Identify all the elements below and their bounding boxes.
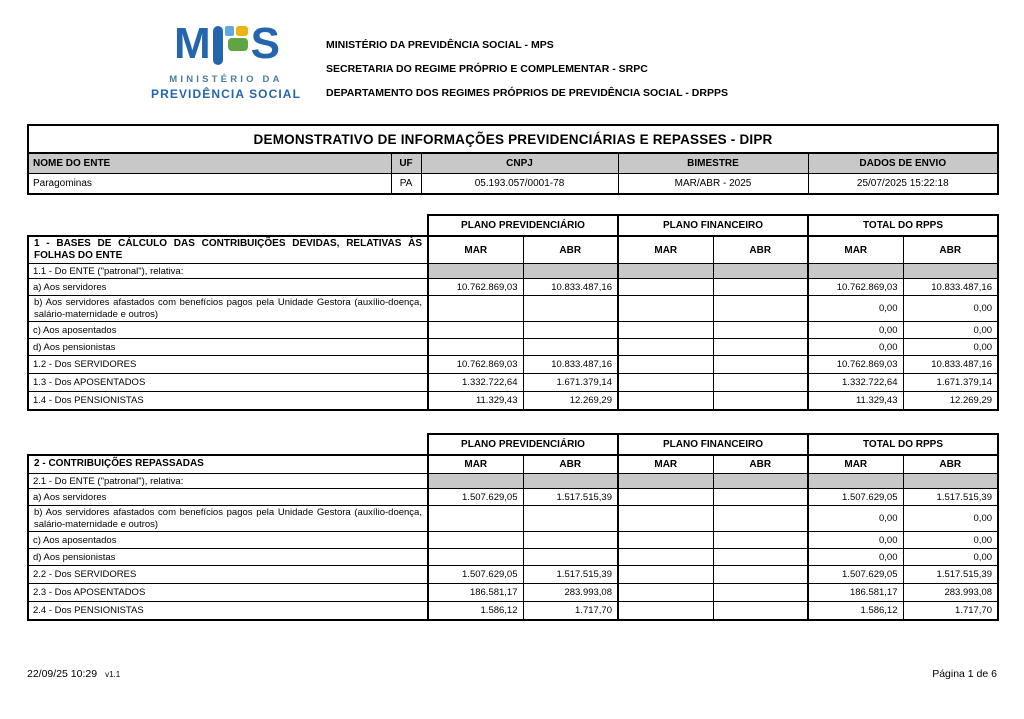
group-plano-financeiro: PLANO FINANCEIRO [618, 215, 808, 236]
value-cell [428, 296, 523, 322]
value-cell [618, 489, 713, 506]
row-label: 1.4 - Dos PENSIONISTAS [28, 392, 428, 410]
logo-subtitle-2: PREVIDÊNCIA SOCIAL [150, 87, 302, 101]
value-cell [713, 506, 808, 532]
entity-header-row [28, 153, 998, 174]
value-cell [428, 264, 523, 279]
value-cell: 0,00 [903, 506, 998, 532]
value-cell: 1.671.379,14 [903, 374, 998, 392]
entity-uf: PA [391, 174, 421, 195]
footer-timestamp [27, 668, 120, 680]
value-cell: 186.581,17 [428, 584, 523, 602]
version-label: v1.1 [105, 670, 121, 679]
value-cell [713, 584, 808, 602]
value-cell [523, 549, 618, 566]
table-row [28, 264, 998, 279]
value-cell: 186.581,17 [808, 584, 903, 602]
entity-envio: 25/07/2025 15:22:18 [808, 174, 998, 195]
row-label: 2.1 - Do ENTE ("patronal"), relativa: [28, 474, 428, 489]
value-cell: 1.671.379,14 [523, 374, 618, 392]
ministry-line-3: DEPARTAMENTO DOS REGIMES PRÓPRIOS DE PREVIDÊNCIA SOCIAL - DRPPS [326, 87, 728, 99]
row-label: 2.2 - Dos SERVIDORES [28, 566, 428, 584]
group-total-rpps: TOTAL DO RPPS [808, 215, 998, 236]
value-cell [618, 339, 713, 356]
value-cell: 0,00 [808, 506, 903, 532]
plan-group-header-row [28, 215, 998, 236]
table-row [28, 549, 998, 566]
value-cell [713, 602, 808, 620]
row-label: 1.3 - Dos APOSENTADOS [28, 374, 428, 392]
row-label: 1.1 - Do ENTE ("patronal"), relativa: [28, 264, 428, 279]
logo-square-yellow [236, 26, 248, 36]
value-cell [713, 374, 808, 392]
value-cell [713, 566, 808, 584]
row-label: d) Aos pensionistas [28, 339, 428, 356]
group-plano-financeiro: PLANO FINANCEIRO [618, 434, 808, 455]
value-cell: 1.507.629,05 [428, 489, 523, 506]
value-cell: 0,00 [808, 296, 903, 322]
month-header: MAR [808, 455, 903, 474]
value-cell [428, 506, 523, 532]
value-cell [903, 264, 998, 279]
value-cell [713, 279, 808, 296]
value-cell: 11.329,43 [428, 392, 523, 410]
month-header: ABR [903, 455, 998, 474]
table-row [28, 374, 998, 392]
section-1-title: 1 - BASES DE CÁLCULO DAS CONTRIBUIÇÕES DEVIDAS, RELATIVAS ÀS FOLHAS DO ENTE [28, 236, 428, 264]
value-cell: 1.332.722,64 [428, 374, 523, 392]
month-header: MAR [808, 236, 903, 264]
value-cell: 0,00 [903, 296, 998, 322]
value-cell [713, 489, 808, 506]
value-cell: 10.762.869,03 [428, 356, 523, 374]
value-cell: 12.269,29 [903, 392, 998, 410]
value-cell: 1.717,70 [903, 602, 998, 620]
entity-header-bimestre: BIMESTRE [618, 153, 808, 174]
logo-subtitle-1: MINISTÉRIO DA [169, 74, 283, 85]
table-row [28, 506, 998, 532]
value-cell [713, 322, 808, 339]
table-row [28, 392, 998, 410]
entity-header-cnpj: CNPJ [421, 153, 618, 174]
group-plano-previdenciario: PLANO PREVIDENCIÁRIO [428, 434, 618, 455]
table-row [28, 279, 998, 296]
table-row [28, 602, 998, 620]
group-plano-previdenciario: PLANO PREVIDENCIÁRIO [428, 215, 618, 236]
logo-square-lightblue [225, 26, 234, 36]
value-cell [618, 264, 713, 279]
document-page [27, 0, 997, 621]
value-cell: 1.586,12 [428, 602, 523, 620]
value-cell [523, 264, 618, 279]
entity-value-row [28, 174, 998, 195]
value-cell [618, 474, 713, 489]
value-cell: 0,00 [903, 532, 998, 549]
row-label: c) Aos aposentados [28, 322, 428, 339]
month-header: ABR [523, 455, 618, 474]
value-cell [713, 532, 808, 549]
value-cell: 0,00 [903, 322, 998, 339]
value-cell [618, 392, 713, 410]
row-label: a) Aos servidores [28, 489, 428, 506]
value-cell: 1.517.515,39 [523, 489, 618, 506]
group-header-spacer [28, 215, 428, 236]
logo-square-green [228, 38, 248, 51]
value-cell: 1.517.515,39 [903, 489, 998, 506]
value-cell: 10.762.869,03 [808, 356, 903, 374]
value-cell [618, 356, 713, 374]
table-row [28, 584, 998, 602]
value-cell: 1.507.629,05 [428, 566, 523, 584]
value-cell: 1.717,70 [523, 602, 618, 620]
entity-bimestre: MAR/ABR - 2025 [618, 174, 808, 195]
table-row [28, 566, 998, 584]
value-cell [713, 356, 808, 374]
ministry-line-1: MINISTÉRIO DA PREVIDÊNCIA SOCIAL - MPS [326, 39, 554, 51]
value-cell [618, 584, 713, 602]
logo-letter-s: S [250, 19, 278, 68]
value-cell [523, 506, 618, 532]
document-title-row [28, 125, 998, 153]
month-header: ABR [903, 236, 998, 264]
value-cell: 10.833.487,16 [903, 279, 998, 296]
value-cell: 0,00 [808, 339, 903, 356]
row-label: b) Aos servidores afastados com benefícios pagos pela Unidade Gestora (auxílio-doença, salário-maternidade e outros) [28, 506, 428, 532]
value-cell [428, 532, 523, 549]
row-label: 1.2 - Dos SERVIDORES [28, 356, 428, 374]
month-header: ABR [713, 455, 808, 474]
value-cell [713, 339, 808, 356]
row-label: a) Aos servidores [28, 279, 428, 296]
value-cell: 0,00 [903, 549, 998, 566]
value-cell [428, 474, 523, 489]
value-cell: 283.993,08 [523, 584, 618, 602]
value-cell: 0,00 [903, 339, 998, 356]
value-cell [428, 549, 523, 566]
month-header: MAR [428, 236, 523, 264]
page-footer [27, 668, 997, 680]
table-row [28, 322, 998, 339]
value-cell [903, 474, 998, 489]
value-cell: 1.517.515,39 [523, 566, 618, 584]
value-cell: 10.833.487,16 [523, 356, 618, 374]
entity-nome: Paragominas [28, 174, 391, 195]
value-cell [713, 264, 808, 279]
section-1-table [27, 214, 999, 411]
logo-letter-p-icon [213, 26, 248, 66]
plan-group-header-row [28, 434, 998, 455]
value-cell [618, 279, 713, 296]
table-row [28, 489, 998, 506]
value-cell [523, 532, 618, 549]
value-cell [713, 474, 808, 489]
page-number: Página 1 de 6 [932, 668, 997, 680]
section-2-table [27, 433, 999, 621]
value-cell [713, 392, 808, 410]
value-cell: 1.332.722,64 [808, 374, 903, 392]
group-total-rpps: TOTAL DO RPPS [808, 434, 998, 455]
value-cell: 1.507.629,05 [808, 489, 903, 506]
month-header: MAR [618, 455, 713, 474]
group-header-spacer [28, 434, 428, 455]
value-cell: 0,00 [808, 322, 903, 339]
value-cell: 10.833.487,16 [903, 356, 998, 374]
value-cell [523, 474, 618, 489]
value-cell [523, 322, 618, 339]
month-header: ABR [523, 236, 618, 264]
value-cell: 10.833.487,16 [523, 279, 618, 296]
row-label: c) Aos aposentados [28, 532, 428, 549]
value-cell [618, 549, 713, 566]
table-row [28, 532, 998, 549]
row-label: 2.3 - Dos APOSENTADOS [28, 584, 428, 602]
value-cell: 12.269,29 [523, 392, 618, 410]
table-row [28, 474, 998, 489]
entity-header-nome: NOME DO ENTE [28, 153, 391, 174]
logo-p-stem [213, 26, 223, 65]
table-row [28, 356, 998, 374]
entity-header-uf: UF [391, 153, 421, 174]
mps-logo-acronym [150, 19, 302, 68]
value-cell [618, 296, 713, 322]
logo-p-bowl [225, 26, 248, 66]
section-1-header-row [28, 236, 998, 264]
value-cell [523, 339, 618, 356]
mps-logo [150, 19, 302, 101]
value-cell [618, 506, 713, 532]
value-cell: 0,00 [808, 532, 903, 549]
table-row [28, 296, 998, 322]
month-header: ABR [713, 236, 808, 264]
entity-table [27, 124, 999, 195]
logo-letter-m: M [173, 19, 209, 68]
month-header: MAR [618, 236, 713, 264]
value-cell [808, 474, 903, 489]
value-cell: 1.507.629,05 [808, 566, 903, 584]
value-cell [713, 296, 808, 322]
generation-datetime: 22/09/25 10:29 [27, 668, 98, 680]
value-cell: 11.329,43 [808, 392, 903, 410]
value-cell: 0,00 [808, 549, 903, 566]
value-cell: 10.762.869,03 [428, 279, 523, 296]
section-2-header-row [28, 455, 998, 474]
ministry-heading [326, 24, 728, 105]
value-cell [618, 532, 713, 549]
row-label: 2.4 - Dos PENSIONISTAS [28, 602, 428, 620]
value-cell [618, 566, 713, 584]
value-cell [428, 322, 523, 339]
entity-cnpj: 05.193.057/0001-78 [421, 174, 618, 195]
table-row [28, 339, 998, 356]
value-cell [618, 374, 713, 392]
letterhead [27, 0, 997, 105]
ministry-line-2: SECRETARIA DO REGIME PRÓPRIO E COMPLEMENTAR - SRPC [326, 63, 648, 75]
value-cell: 1.517.515,39 [903, 566, 998, 584]
value-cell [713, 549, 808, 566]
section-2-title: 2 - CONTRIBUIÇÕES REPASSADAS [28, 455, 428, 474]
row-label: d) Aos pensionistas [28, 549, 428, 566]
value-cell [618, 322, 713, 339]
value-cell: 10.762.869,03 [808, 279, 903, 296]
value-cell [428, 339, 523, 356]
value-cell: 1.586,12 [808, 602, 903, 620]
value-cell [618, 602, 713, 620]
row-label: b) Aos servidores afastados com benefícios pagos pela Unidade Gestora (auxílio-doença, salário-maternidade e outros) [28, 296, 428, 322]
value-cell [808, 264, 903, 279]
value-cell: 283.993,08 [903, 584, 998, 602]
document-title: DEMONSTRATIVO DE INFORMAÇÕES PREVIDENCIÁRIAS E REPASSES - DIPR [28, 125, 998, 153]
month-header: MAR [428, 455, 523, 474]
entity-header-envio: DADOS DE ENVIO [808, 153, 998, 174]
value-cell [523, 296, 618, 322]
